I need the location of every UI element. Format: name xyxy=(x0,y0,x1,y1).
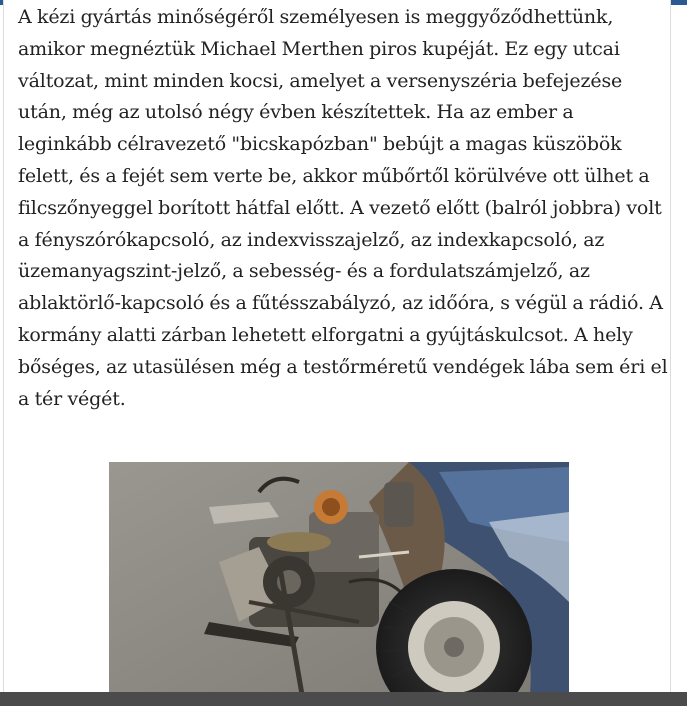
article-paragraph: A kézi gyártás minőségéről személyesen is meggyőződhettünk, amikor megnéztük Michael Merthen piros kupéját. Ez egy utcai változat, mint minden kocsi, amelyet a versenyszéria befejezése után, még az utolsó négy évben készítettek. Ha az ember a leginkább célravezető "bicskapózban" bebújt a magas küszöbök felett, és a fejét sem verte be, akkor műbőrtől körülvéve ott ülhet a filcszőnyeggel borított hátfal előtt. A vezető előtt (balról jobbra) volt a fényszórókapcsoló, az indexvisszajelző, az indexkapcsoló, az üzemanyagszint-jelző, a sebesség- és a fordulatszámjelző, az ablaktörlő-kapcsoló és a fűtésszabályzó, az időóra, s végül a rádió. A kormány alatti zárban lehetett elforgatni a gyújtáskulcsot. A hely bőséges, az utasülésen még a testőrméretű vendégek lába sem éri el a tér végét. xyxy=(18,6,668,410)
article-page xyxy=(3,0,671,706)
article-photo-rear-engine xyxy=(109,462,569,706)
bottom-toolbar-bar xyxy=(0,692,687,706)
